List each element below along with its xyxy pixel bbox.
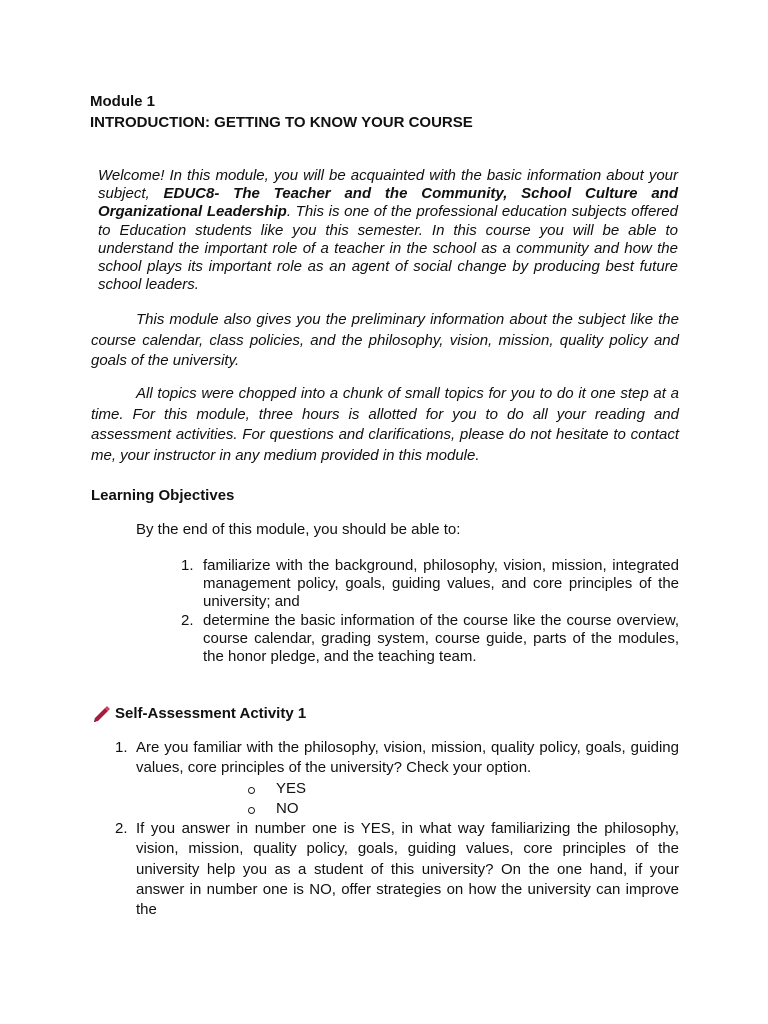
objective-text: determine the basic information of the course like the course overview, course calendar, grading system, course guide, parts of the modules, the honor pledge, and the teaching team. — [203, 611, 679, 666]
question-item — [115, 738, 679, 819]
pencil-icon — [91, 703, 111, 723]
question-item — [115, 819, 679, 921]
option-label: YES — [276, 779, 307, 797]
question-text: Are you familiar with the philosophy, vision, mission, quality policy, goals, guiding values, core principles of the university? Check your option. — [136, 739, 679, 777]
welcome-paragraph — [98, 167, 678, 294]
option-yes[interactable] — [248, 779, 679, 799]
objective-text: familiarize with the background, philosophy, vision, mission, integrated management policy, goals, guiding values, and core principles of the university; and — [203, 557, 679, 611]
module-label: Module 1 — [90, 93, 156, 110]
course-name: EDUC8- The Teacher and the Community, School Culture and Organizational Leadership — [98, 185, 678, 221]
question-text: If you answer in number one is YES, in what way familiarizing the philosophy, vision, mission, quality policy, goals, guiding values, core principles of the university help you as a student of this university? On the one hand, if your answer in number one is NO, offer strategies on how the university can improve the — [136, 819, 679, 919]
welcome-text-end: . This is one of the professional education subjects offered to Education students like you this semester. In this course you will be able to understand the important role of a teacher in the school as a community and how the school plays its important role as an agent of social change by producing best future school leaders. — [98, 203, 678, 294]
option-label: NO — [276, 799, 299, 817]
questions-list — [115, 738, 679, 921]
self-assessment-heading — [91, 703, 306, 723]
intro-paragraph-2: All topics were chopped into a chunk of small topics for you to do it one step at a time. For this module, three hours is allotted for you to do all your reading and assessment activities. For questions and clarifications, please do not hesitate to contact me, your instructor in any medium provided in this module. — [91, 385, 679, 464]
option-no[interactable] — [248, 799, 679, 819]
intro-paragraph-1: This module also gives you the preliminary information about the subject like the course calendar, class policies, and the philosophy, vision, mission, quality policy and goals of the university. — [91, 311, 679, 370]
objective-number: 1. — [181, 557, 194, 574]
options-list — [136, 779, 679, 819]
question-number: 2. — [115, 819, 128, 837]
objective-item — [181, 557, 679, 612]
self-assessment-title: Self-Assessment Activity 1 — [115, 704, 307, 722]
checkbox-circle[interactable] — [248, 787, 255, 794]
module-title: INTRODUCTION: GETTING TO KNOW YOUR COURSE — [90, 114, 473, 131]
learning-objectives-intro: By the end of this module, you should be able to: — [136, 521, 461, 538]
checkbox-circle[interactable] — [248, 807, 255, 814]
learning-objectives-heading: Learning Objectives — [91, 487, 235, 504]
welcome-text-start: Welcome! In this module, you will be acquainted with the basic information about your subject, — [98, 167, 678, 203]
question-number: 1. — [115, 739, 128, 756]
objectives-list — [181, 557, 679, 666]
objective-item — [181, 612, 679, 667]
objective-number: 2. — [181, 611, 194, 629]
